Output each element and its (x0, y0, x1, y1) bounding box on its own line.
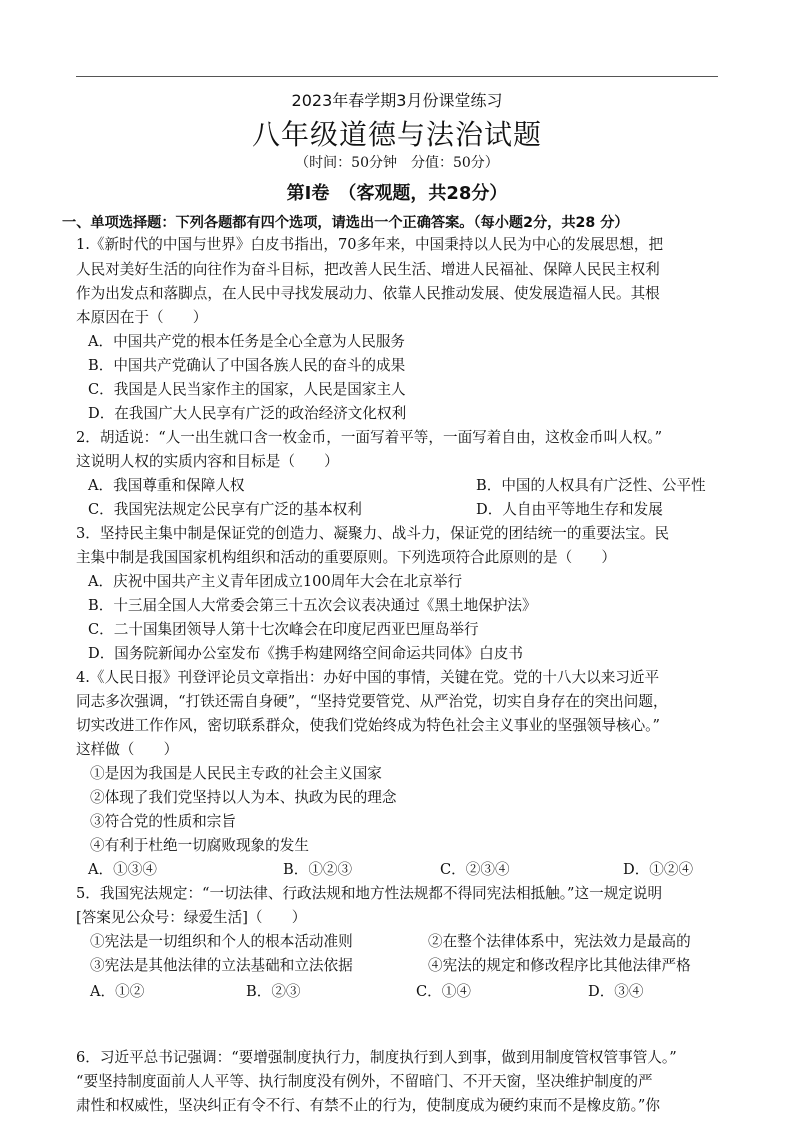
q3-stem-line: 3．坚持民主集中制是保证党的创造力、凝聚力、战斗力，保证党的团结统一的重要法宝。民 (76, 525, 670, 542)
q3-option-b: B．十三届全国人大常委会第三十五次会议表决通过《黑土地保护法》 (88, 597, 537, 614)
q1-option-c: C．我国是人民当家作主的国家，人民是国家主人 (88, 381, 406, 398)
q6-stem-line: “要坚持制度面前人人平等、执行制度没有例外，不留暗门、不开天窗，坚决维护制度的严 (76, 1073, 653, 1090)
q4-option-a: A．①③④ (88, 861, 157, 878)
q2-option-c: C．我国宪法规定公民享有广泛的基本权利 (88, 501, 362, 518)
q4-statement: ④有利于杜绝一切腐败现象的发生 (90, 837, 309, 854)
section-heading: 一、单项选择题：下列各题都有四个选项，请选出一个正确答案。（每小题2分，共28 分） (62, 215, 629, 231)
header-rule (76, 76, 718, 77)
q5-option-c: C．①④ (416, 983, 471, 1000)
q3-option-a: A．庆祝中国共产主义青年团成立100周年大会在北京举行 (88, 573, 463, 590)
q5-stem-line: [答案见公众号：绿爱生活]（ ） (76, 909, 307, 926)
q4-option-d: D．①②④ (623, 861, 694, 878)
q5-statement: ③宪法是其他法律的立法基础和立法依据 (90, 957, 353, 974)
exam-meta: （时间：50分钟 分值：50分） (295, 155, 499, 171)
q4-stem-line: 4.《人民日报》刊登评论员文章指出：办好中国的事情，关键在党。党的十八大以来习近平 (76, 669, 660, 686)
q2-stem-line: 2．胡适说：“人一出生就口含一枚金币，一面写着平等，一面写着自由，这枚金币叫人权。” (76, 429, 663, 446)
q3-option-d: D．国务院新闻办公室发布《携手构建网络空间命运共同体》白皮书 (88, 645, 523, 662)
q1-stem-line: 本原因在于（ ） (76, 309, 208, 326)
q1-option-d: D．在我国广大人民享有广泛的政治经济文化权利 (88, 405, 407, 422)
q4-stem-line: 这样做（ ） (76, 741, 179, 758)
q4-statement: ③符合党的性质和宗旨 (90, 813, 236, 830)
q4-statement: ②体现了我们党坚持以人为本、执政为民的理念 (90, 789, 397, 806)
q5-option-a: A．①② (90, 983, 145, 1000)
q2-option-a: A．我国尊重和保障人权 (88, 477, 245, 494)
q6-stem-line: 6．习近平总书记强调：“要增强制度执行力，制度执行到人到事，做到用制度管权管事管人。” (76, 1049, 677, 1066)
q5-statement: ④宪法的规定和修改程序比其他法律严格 (428, 957, 691, 974)
q5-option-b: B．②③ (246, 983, 301, 1000)
exam-title: 八年级道德与法治试题 (251, 118, 542, 151)
q2-stem-line: 这说明人权的实质内容和目标是（ ） (76, 453, 339, 470)
q1-option-a: A．中国共产党的根本任务是全心全意为人民服务 (88, 333, 406, 350)
q5-statement: ①宪法是一切组织和个人的根本活动准则 (90, 933, 353, 950)
q5-stem-line: 5．我国宪法规定：“一切法律、行政法规和地方性法规都不得同宪法相抵触。”这一规定说明 (76, 885, 663, 902)
q2-option-d: D．人自由平等地生存和发展 (476, 501, 663, 518)
q3-stem-line: 主集中制是我国国家机构组织和活动的重要原则。下列选项符合此原则的是（ ） (76, 549, 616, 566)
q2-option-b: B．中国的人权具有广泛性、公平性 (476, 477, 706, 494)
q4-option-c: C．②③④ (440, 861, 510, 878)
q4-stem-line: 切实改进工作作风，密切联系群众，使我们党始终成为特色社会主义事业的坚强领导核心。” (76, 717, 660, 734)
q1-stem-line: 人民对美好生活的向往作为奋斗目标，把改善人民生活、增进人民福祉、保障人民民主权利 (76, 261, 660, 278)
part-heading: 第Ⅰ卷 （客观题，共28分） (286, 183, 508, 204)
q3-option-c: C．二十国集团领导人第十七次峰会在印度尼西亚巴厘岛举行 (88, 621, 479, 638)
exam-term: 2023年春学期3月份课堂练习 (291, 91, 503, 110)
q4-option-b: B．①②③ (283, 861, 353, 878)
q4-stem-line: 同志多次强调，“打铁还需自身硬”，“坚持党要管党、从严治党，切实自身存在的突出问题， (76, 693, 668, 710)
q6-stem-line: 肃性和权威性，坚决纠正有令不行、有禁不止的行为，使制度成为硬约束而不是橡皮筋。”你 (76, 1097, 660, 1114)
q1-stem-line: 1.《新时代的中国与世界》白皮书指出，70多年来，中国秉持以人民为中心的发展思想，把 (76, 236, 664, 253)
q1-stem-line: 作为出发点和落脚点，在人民中寻找发展动力、依靠人民推动发展、使发展造福人民。其根 (76, 285, 660, 302)
q1-option-b: B．中国共产党确认了中国各族人民的奋斗的成果 (88, 357, 406, 374)
q5-option-d: D．③④ (588, 983, 644, 1000)
q4-statement: ①是因为我国是人民民主专政的社会主义国家 (90, 765, 382, 782)
q5-statement: ②在整个法律体系中，宪法效力是最高的 (428, 933, 691, 950)
